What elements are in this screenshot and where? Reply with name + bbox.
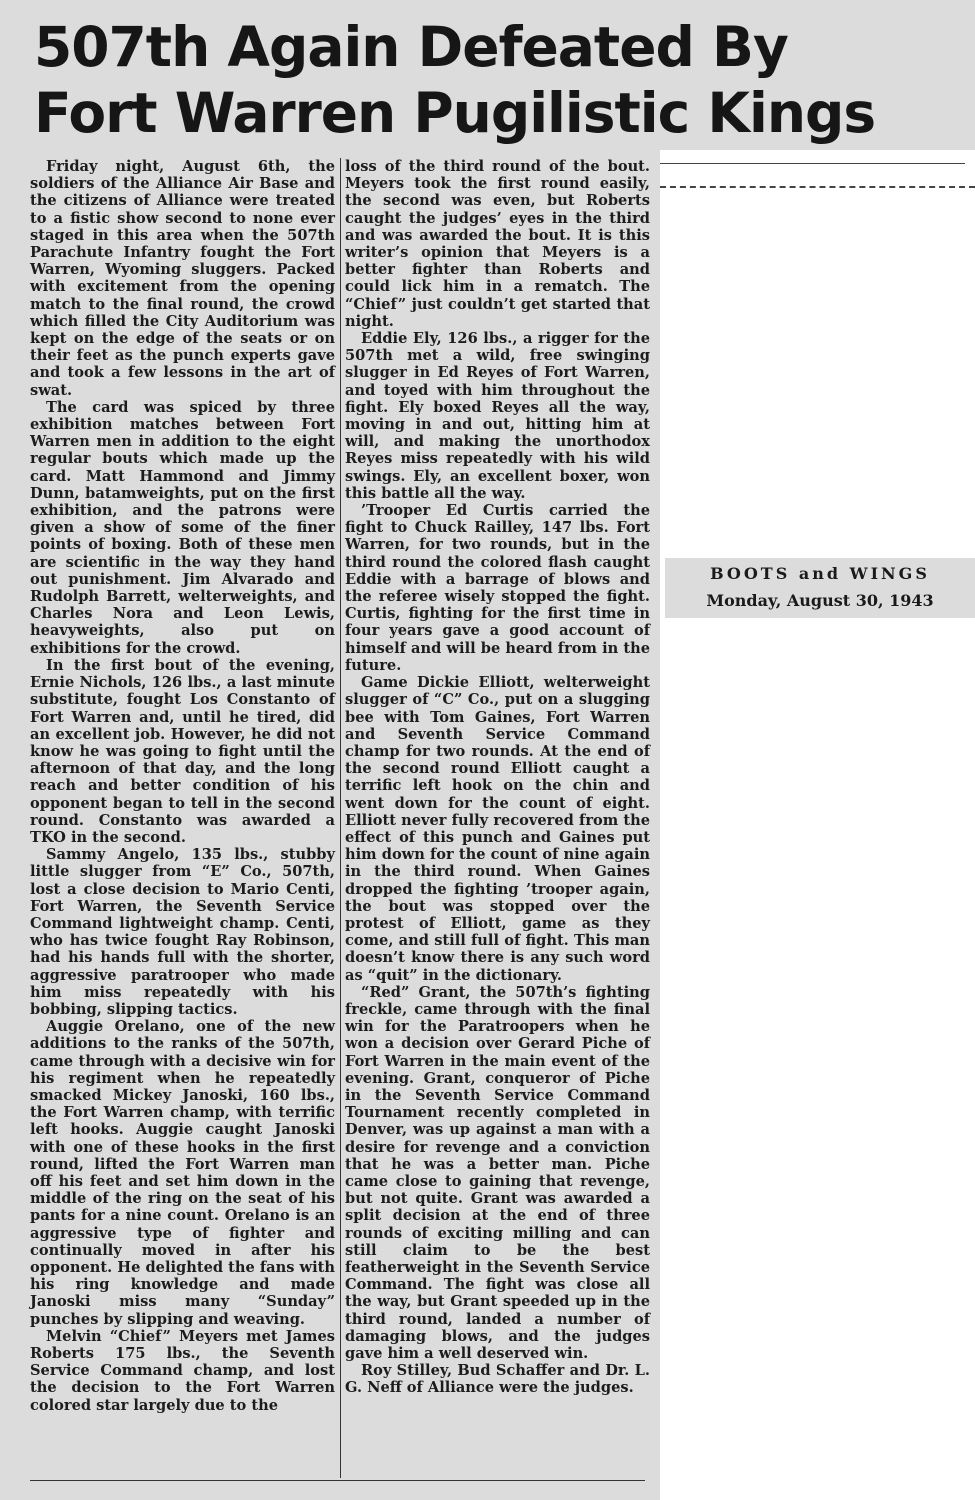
paragraph: Eddie Ely, 126 lbs., a rigger for the 507th met a wild, free swinging slugger in Ed Reyes of Fort Warren, and toyed with him throughout the fight. Ely boxed Reyes all the way, moving in and out, hitting him at will, and making the unorthodox Reyes miss repeatedly with his wild swings. Ely, an excellent boxer, won this battle all the way. bbox=[345, 330, 650, 502]
bottom-rule bbox=[30, 1480, 645, 1481]
top-rule bbox=[660, 163, 965, 164]
paragraph: loss of the third round of the bout. Meyers took the first round easily, the second was even, but Roberts caught the judges’ eyes in the third and was awarded the bout. It is this writer’s opinion that Meyers is a better fighter than Roberts and could lick him in a rematch. The “Chief” just couldn’t get started that night. bbox=[345, 158, 650, 330]
publication-date: Monday, August 30, 1943 bbox=[706, 591, 934, 610]
paragraph: Sammy Angelo, 135 lbs., stubby little slugger from “E” Co., 507th, lost a close decision to Mario Centi, Fort Warren, the Seventh Service Command lightweight champ. Centi, who has twice fought Ray Robinson, had his hands full with the shorter, aggressive paratrooper who made him miss repeatedly with his bobbing, slipping tactics. bbox=[30, 846, 335, 1018]
paragraph: Roy Stilley, Bud Schaffer and Dr. L. G. Neff of Alliance were the judges. bbox=[345, 1362, 650, 1397]
paragraph: ’Trooper Ed Curtis carried the fight to Chuck Railley, 147 lbs. Fort Warren, for two rounds, but in the third round the colored flash caught Eddie with a barrage of blows and the referee wisely stopped the fight. Curtis, fighting for the first time in four years gave a good account of himself and will be heard from in the future. bbox=[345, 502, 650, 674]
paragraph: “Red” Grant, the 507th’s fighting freckle, came through with the final win for the Paratroopers when he won a decision over Gerard Piche of Fort Warren in the main event of the evening. Grant, conqueror of Piche in the Seventh Service Command Tournament recently completed in Denver, was up against a man with a desire for revenge and a conviction that he was a better man. Piche came close to gaining that revenge, but not quite. Grant was awarded a split decision at the end of three rounds of exciting milling and can still claim to be the best featherweight in the Seventh Service Command. The fight was close all the way, but Grant speeded up in the third round, landed a number of damaging blows, and the judges gave him a well deserved win. bbox=[345, 983, 650, 1363]
paragraph: Melvin “Chief” Meyers met James Roberts 175 lbs., the Seventh Service Command champ, and lost the decision to the Fort Warren colored star largely due to the bbox=[30, 1327, 335, 1414]
headline-line-1: 507th Again Defeated By bbox=[34, 15, 788, 79]
paragraph: The card was spiced by three exhibition matches between Fort Warren men in addition to the eight regular bouts which made up the card. Matt Hammond and Jimmy Dunn, batamweights, put on the first exhibition, and the patrons were given a show of some of the finer points of boxing. Both of these men are scientific in the way they hand out punishment. Jim Alvarado and Rudolph Barrett, welterweights, and Charles Nora and Leon Lewis, heavyweights, also put on exhibitions for the crowd. bbox=[30, 398, 335, 657]
paragraph: In the first bout of the evening, Ernie Nichols, 126 lbs., a last minute substitute, fought Los Constanto of Fort Warren and, until he tired, did an excellent job. However, he did not know he was going to fight until the afternoon of that day, and the long reach and better condition of his opponent began to tell in the second round. Constanto was awarded a TKO in the second. bbox=[30, 656, 335, 846]
paragraph: Game Dickie Elliott, welterweight slugger of “C” Co., put on a slugging bee with Tom Gaines, Fort Warren and Seventh Service Command champ for two rounds. At the end of the second round Elliott caught a terrific left hook on the chin and went down for the count of eight. Elliott never fully recovered from the effect of this punch and Gaines put him down for the count of nine again in the third round. When Gaines dropped the fighting ’trooper again, the bout was stopped over the protest of Elliott, game as they come, and still full of fight. This man doesn’t know there is any such word as “quit” in the dictionary. bbox=[345, 674, 650, 984]
column-divider bbox=[340, 158, 341, 1478]
article-column-left bbox=[30, 158, 335, 1414]
paragraph: Auggie Orelano, one of the new additions to the ranks of the 507th, came through with a decisive win for his regiment when he repeatedly smacked Mickey Janoski, 160 lbs., the Fort Warren champ, with terrific left hooks. Auggie caught Janoski with one of these hooks in the first round, lifted the Fort Warren man off his feet and set him down in the middle of the ring on the seat of his pants for a nine count. Orelano is an aggressive type of fighter and continually moved in after his opponent. He delighted the fans with his ring knowledge and made Janoski miss many “Sunday” punches by slipping and weaving. bbox=[30, 1018, 335, 1328]
publication-name: BOOTS and WINGS bbox=[710, 564, 930, 583]
article-column-right bbox=[345, 158, 650, 1397]
masthead bbox=[665, 558, 975, 618]
dashed-rule bbox=[660, 186, 975, 188]
headline bbox=[34, 14, 975, 146]
headline-line-2: Fort Warren Pugilistic Kings bbox=[34, 81, 876, 145]
paragraph: Friday night, August 6th, the soldiers of the Alliance Air Base and the citizens of Alliance were treated to a fistic show second to none ever staged in this area when the 507th Parachute Infantry fought the Fort Warren, Wyoming sluggers. Packed with excitement from the opening match to the final round, the crowd which filled the City Auditorium was kept on the edge of the seats or on their feet as the punch experts gave and took a few lessons in the art of swat. bbox=[30, 158, 335, 399]
